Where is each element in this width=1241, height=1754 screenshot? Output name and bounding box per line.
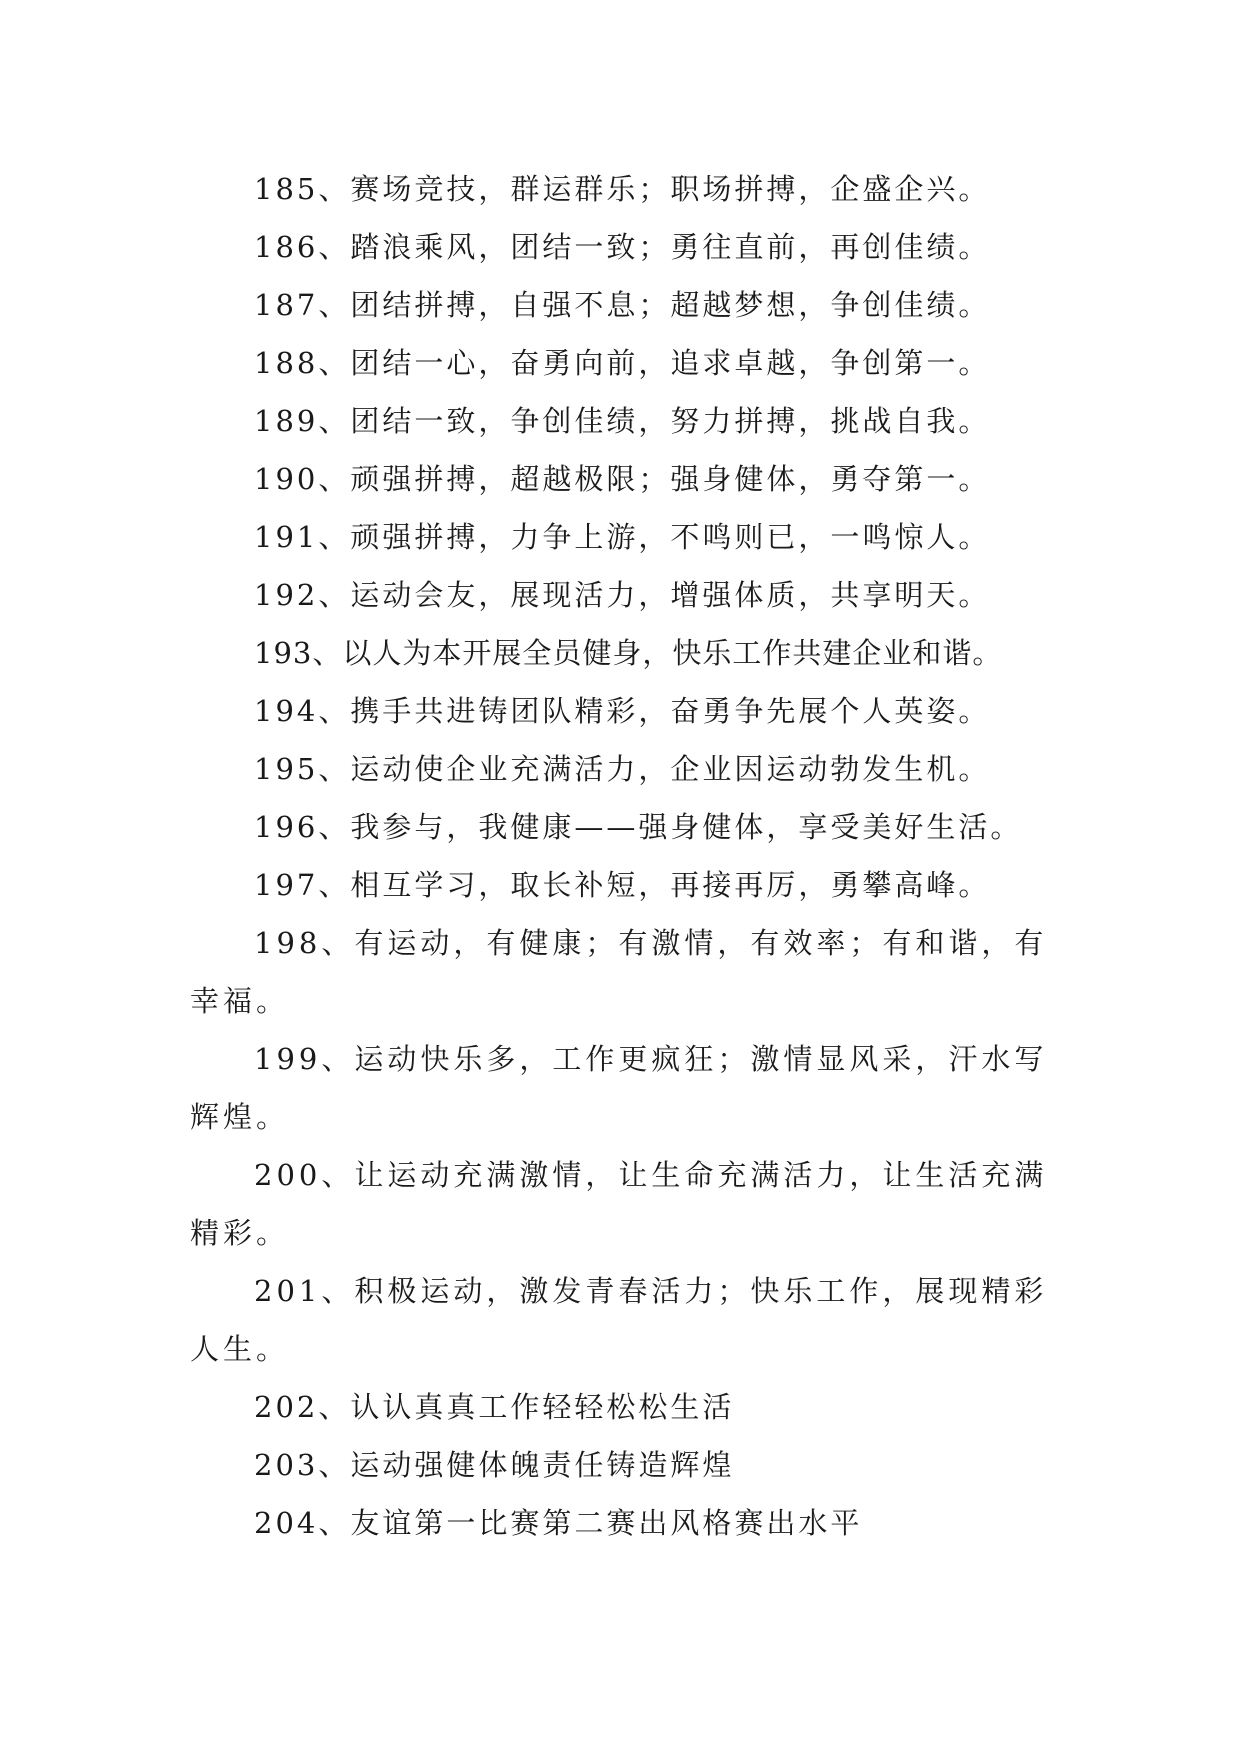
slogan-198: 198、有运动，有健康；有激情，有效率；有和谐，有幸福。 <box>190 926 1048 1018</box>
slogan-204: 204、友谊第一比赛第二赛出风格赛出水平 <box>254 1506 863 1540</box>
slogan-197: 197、相互学习，取长补短，再接再厉，勇攀高峰。 <box>254 868 991 902</box>
slogan-189: 189、团结一致，争创佳绩，努力拼搏，挑战自我。 <box>254 404 991 438</box>
slogan-201: 201、积极运动，激发青春活力；快乐工作，展现精彩人生。 <box>190 1274 1048 1366</box>
slogan-188: 188、团结一心，奋勇向前，追求卓越，争创第一。 <box>254 346 991 380</box>
slogan-185: 185、赛场竞技，群运群乐；职场拼搏，企盛企兴。 <box>254 172 991 206</box>
slogan-186: 186、踏浪乘风，团结一致；勇往直前，再创佳绩。 <box>254 230 991 264</box>
slogan-202: 202、认认真真工作轻轻松松生活 <box>254 1390 735 1424</box>
slogan-list <box>190 160 1060 1552</box>
slogan-193: 193、以人为本开展全员健身，快乐工作共建企业和谐。 <box>254 636 1003 670</box>
slogan-203: 203、运动强健体魄责任铸造辉煌 <box>254 1448 735 1482</box>
slogan-199: 199、运动快乐多，工作更疯狂；激情显风采，汗水写辉煌。 <box>190 1042 1048 1134</box>
slogan-192: 192、运动会友，展现活力，增强体质，共享明天。 <box>254 578 991 612</box>
slogan-190: 190、顽强拼搏，超越极限；强身健体，勇夺第一。 <box>254 462 991 496</box>
slogan-194: 194、携手共进铸团队精彩，奋勇争先展个人英姿。 <box>254 694 991 728</box>
slogan-195: 195、运动使企业充满活力，企业因运动勃发生机。 <box>254 752 991 786</box>
slogan-200: 200、让运动充满激情，让生命充满活力，让生活充满精彩。 <box>190 1158 1048 1250</box>
slogan-191: 191、顽强拼搏，力争上游，不鸣则已，一鸣惊人。 <box>254 520 991 554</box>
slogan-196: 196、我参与，我健康——强身健体，享受美好生活。 <box>254 810 1023 844</box>
slogan-187: 187、团结拼搏，自强不息；超越梦想，争创佳绩。 <box>254 288 991 322</box>
